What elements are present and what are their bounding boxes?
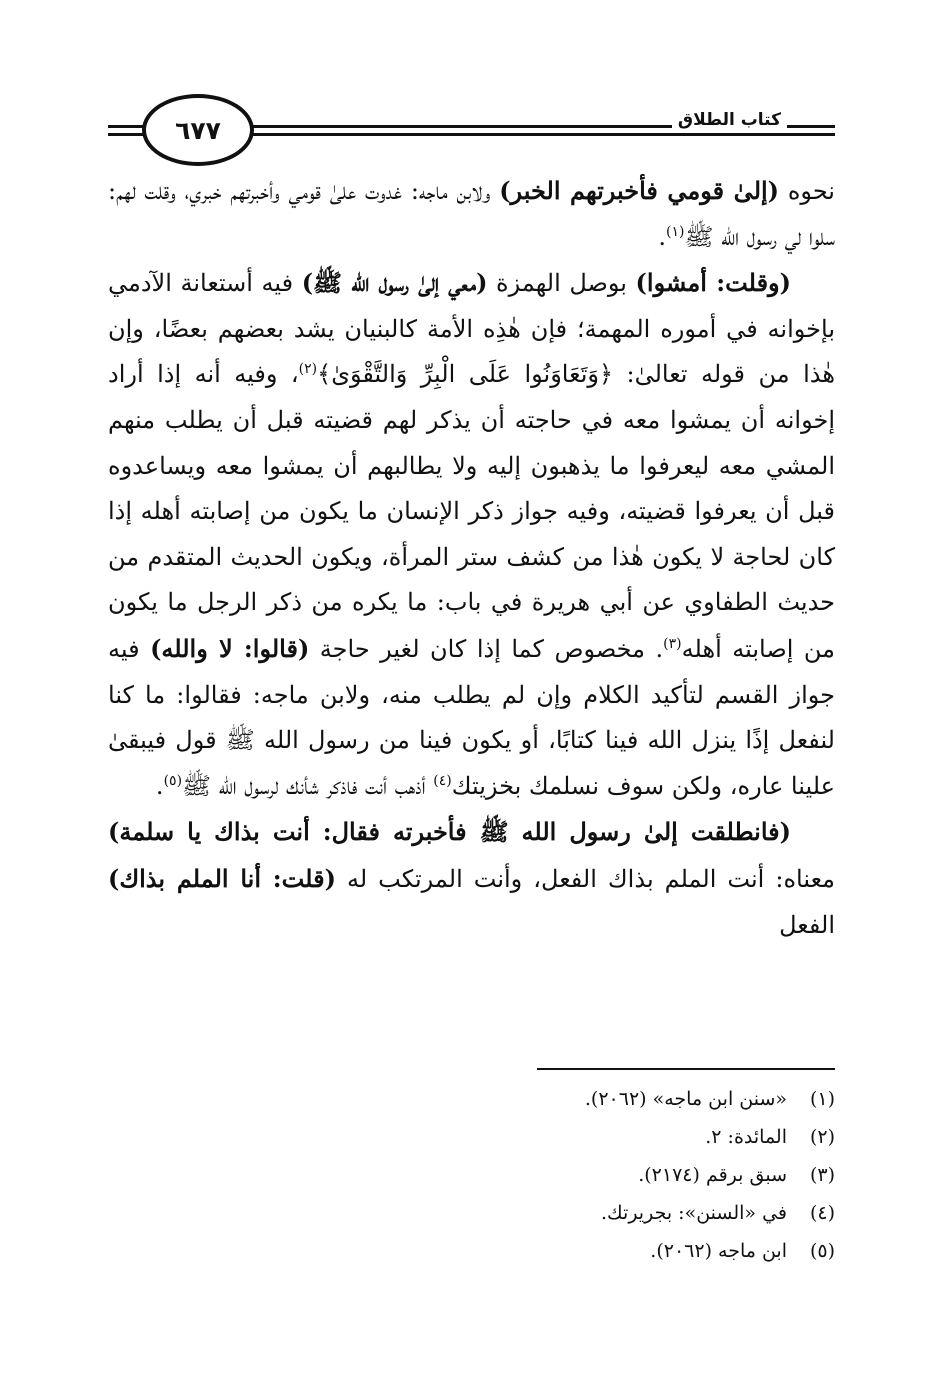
p3-text-b: معناه: أنت الملم بذاك الفعل، وأنت المرتكب له: [335, 864, 836, 893]
footnote-item: [430, 1194, 835, 1232]
footnote-number: (٢): [809, 1126, 835, 1148]
p1-text-a: نحوه: [779, 177, 835, 205]
footnote-text: في «السنن»: بجريرتك.: [600, 1202, 787, 1224]
p2-text-f: . مخصوص كما إذا كان لغير حاجة: [309, 634, 664, 663]
footnote-item: [430, 1232, 835, 1270]
footnote-item: [430, 1080, 835, 1118]
p1-text-d: .: [658, 222, 666, 251]
footnote-text: المائدة: ٢.: [705, 1126, 787, 1148]
page-number: ٦٧٧: [142, 94, 254, 166]
p2-text-d: فيه أستعانة الآدمي بإخوانه في أموره المهمة؛ فإن هٰذِه الأمة كالبنيان يشد بعضهم بعضًا، وإن هٰذا من قوله تعالىٰ: ﴿وَتَعَاوَنُوا عَلَى الْبِرِّ وَالتَّقْوَىٰ﴾: [108, 269, 835, 389]
p1-quote: (إلىٰ قومي فأخبرتهم الخبر): [499, 176, 780, 205]
paragraph-1: [108, 168, 835, 260]
footnote-item: [430, 1156, 835, 1194]
p2-text-i: أذهب أنت فاذكر شأنك لرسول الله ﷺ: [182, 771, 434, 800]
p3-quote-a: (فانطلقت إلىٰ رسول الله ﷺ فأخبرته فقال: أنت بذاك يا سلمة): [108, 817, 791, 847]
footnote-text: سبق برقم (٢١٧٤).: [638, 1164, 787, 1186]
p2-text-h: فيه جواز القسم لتأكيد الكلام وإن لم يطلب منه، ولابن ماجه: فقالوا: ما كنا لنفعل إذًا ينزل الله فينا كتابًا، أو يكون فينا من رسول الله ﷺ قول فيبقىٰ علينا عاره، ولكن سوف نسلمك بخزيتك: [108, 634, 835, 800]
footnote-separator: [537, 1068, 835, 1070]
footnote-ref-4[interactable]: (٤): [433, 772, 452, 789]
footnote-ref-2[interactable]: (٢): [298, 361, 318, 378]
running-title: كتاب الطلاق: [672, 110, 787, 130]
p3-quote-c: (قلت: أنا الملم بذاك): [108, 863, 336, 893]
page-header: [108, 92, 835, 172]
p2-text-j: .: [155, 771, 164, 800]
footnote-ref-1[interactable]: (١): [666, 223, 685, 240]
p1-text-c: ولابن ماجه: غدوت علىٰ قومي وأخبرتهم خبري، وقلت لهم: سلوا لي رسول الله ﷺ: [108, 177, 835, 251]
p2-text-b: بوصل الهمزة: [487, 269, 636, 298]
footnote-number: (٣): [809, 1164, 835, 1186]
p2-quote-c: (معي إلىٰ رسول الله ﷺ): [301, 268, 488, 298]
footnote-text: ابن ماجه (٢٠٦٢).: [650, 1240, 787, 1262]
main-text: [108, 168, 835, 948]
footnote-ref-3[interactable]: (٣): [663, 635, 682, 652]
p2-quote-g: (قالوا: لا والله): [150, 633, 310, 663]
p3-text-d: الفعل: [779, 910, 835, 939]
footnote-item: [430, 1118, 835, 1156]
p2-text-e: ، وفيه أنه إذا أراد إخوانه أن يمشوا معه في حاجته أن يذكر لهم قضيته قبل أن يطلب منهم المشي معه ليعرفوا ما يذهبون إليه ولا يطالبهم أن يمشوا معه ويساعدوه قبل أن يعرفوا قضيته، وفيه جواز ذكر الإنسان ما يكون من إصابته أهله إذا كان لحاجة لا يكون هٰذا من كشف ستر المرأة، ويكون الحديث المتقدم من حديث الطفاوي عن أبي هريرة في باب: ما يكره من ذكر الرجل ما يكون من إصابته أهله: [108, 360, 836, 663]
footnote-text: «سنن ابن ماجه» (٢٠٦٢).: [584, 1088, 787, 1110]
p2-quote-a: (وقلت: أمشوا): [635, 268, 791, 298]
footnote-ref-5[interactable]: (٥): [163, 772, 183, 789]
footnote-number: (٤): [809, 1202, 835, 1224]
paragraph-3: [108, 809, 835, 948]
footnote-number: (١): [809, 1088, 835, 1110]
paragraph-2: [108, 260, 835, 809]
footnotes: [430, 1080, 835, 1270]
footnote-number: (٥): [809, 1240, 835, 1262]
